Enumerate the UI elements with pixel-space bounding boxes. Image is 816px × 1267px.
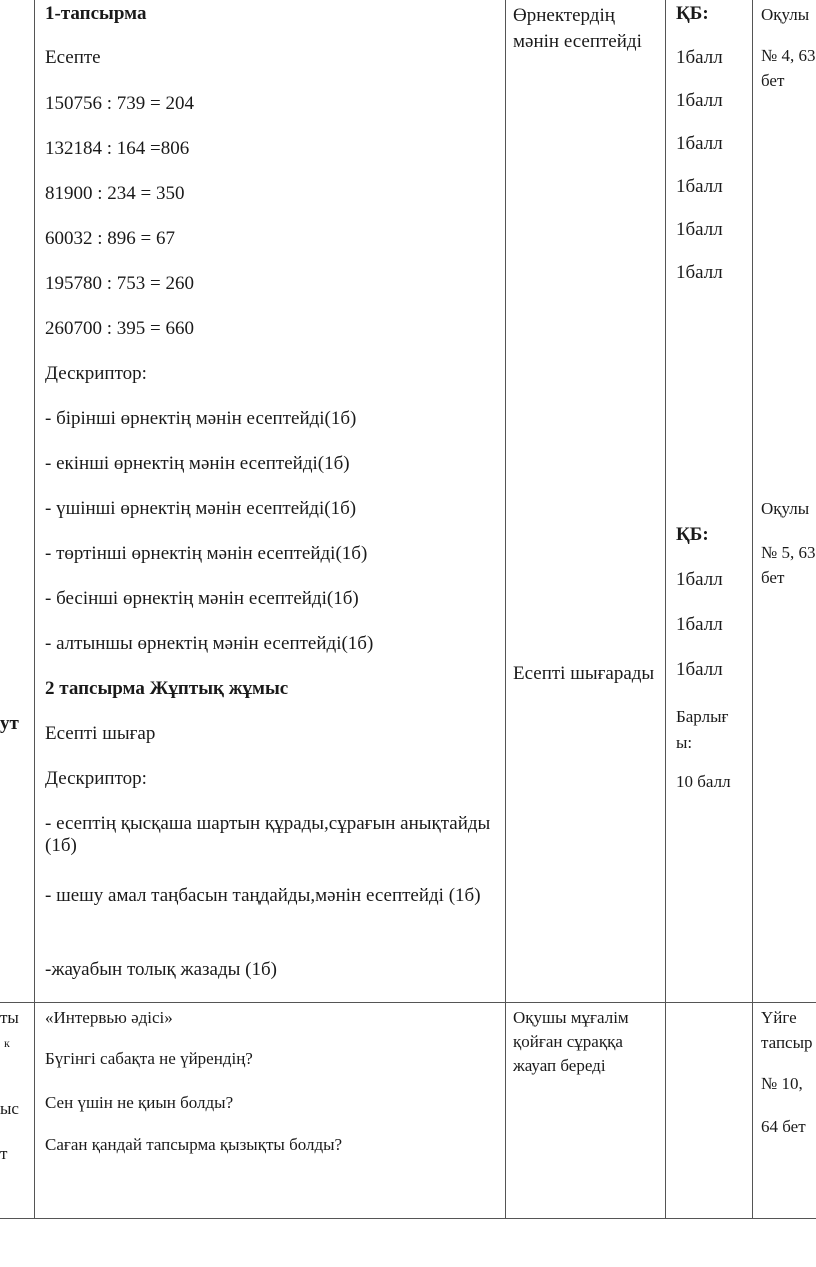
task1-intro: Есепте — [45, 47, 101, 68]
assessment2-point: 1балл — [676, 614, 723, 635]
assessment2-point: 1балл — [676, 569, 723, 590]
activity-solve-problem: Есепті шығарады — [513, 663, 655, 684]
resource-book-title: Оқулы — [761, 499, 810, 518]
assessment-total-value: 10 балл — [676, 772, 731, 791]
homework-page: 64 бет — [761, 1117, 806, 1136]
equation-6: 260700 : 395 = 660 — [45, 318, 194, 339]
resource-book-title: Оқулы — [761, 5, 810, 24]
assessment-point: 1балл — [676, 133, 723, 154]
stage-label-stub: ут — [0, 713, 19, 734]
descriptor-item: - алтыншы өрнектің мәнін есептейді(1б) — [45, 633, 374, 654]
homework-ref: № 10, — [761, 1074, 803, 1093]
descriptor2-item: -жауабын толық жазады (1б) — [45, 959, 277, 980]
activity-expressions: Өрнектердің мәнін есептейді — [513, 5, 642, 52]
assessment2-label: ҚБ: — [676, 524, 709, 545]
table-border-activity — [505, 0, 506, 1219]
stage-label-stub: т — [0, 1144, 8, 1163]
reflection-question: Сен үшін не қиын болды? — [45, 1093, 234, 1112]
row-divider — [0, 1002, 816, 1003]
descriptor-item: - бірінші өрнектің мәнін есептейді(1б) — [45, 408, 357, 429]
homework-title: Үйге — [761, 1008, 797, 1027]
reflection-method: «Интервью әдісі» — [45, 1008, 173, 1027]
assessment-point: 1балл — [676, 90, 723, 111]
table-border-assessment — [665, 0, 666, 1219]
descriptor-label: Дескриптор: — [45, 363, 147, 384]
homework-word: тапсыр — [761, 1033, 813, 1052]
stage-label-stub: ыс — [0, 1099, 19, 1118]
assessment-total-label: Барлығы: — [676, 707, 729, 752]
descriptor-item: - төртінші өрнектің мәнін есептейді(1б) — [45, 543, 368, 564]
descriptor-item: - үшінші өрнектің мәнін есептейді(1б) — [45, 498, 357, 519]
descriptor-item: - бесінші өрнектің мәнін есептейді(1б) — [45, 588, 359, 609]
resource-book-page: бет — [761, 568, 785, 587]
assessment-label: ҚБ: — [676, 3, 709, 24]
reflection-question: Бүгінгі сабақта не үйрендің? — [45, 1049, 253, 1068]
equation-1: 150756 : 739 = 204 — [45, 93, 194, 114]
descriptor2-item: - есептің қысқаша шартын құрады,сұрағын анықтайды (1б) — [45, 813, 491, 856]
resource-book-ref: № 4, 63 — [761, 46, 816, 65]
equation-4: 60032 : 896 = 67 — [45, 228, 175, 249]
resource-book-page: бет — [761, 71, 785, 90]
descriptor2-item: - шешу амал таңбасын таңдайды,мәнін есептейді (1б) — [45, 885, 481, 906]
task2-title: 2 тапсырма Жұптық жұмыс — [45, 678, 289, 699]
assessment-point: 1балл — [676, 219, 723, 240]
equation-2: 132184 : 164 =806 — [45, 138, 190, 159]
descriptor2-label: Дескриптор: — [45, 768, 147, 789]
stage-label-stub: к — [4, 1036, 10, 1050]
table-border-left — [34, 0, 35, 1219]
reflection-activity: Оқушы мұғалім қойған сұраққа жауап береді — [513, 1008, 629, 1075]
equation-3: 81900 : 234 = 350 — [45, 183, 185, 204]
table-border-bottom — [0, 1218, 816, 1219]
assessment-point: 1балл — [676, 47, 723, 68]
assessment2-point: 1балл — [676, 659, 723, 680]
task1-title: 1-тапсырма — [45, 3, 147, 24]
task2-intro: Есепті шығар — [45, 723, 156, 744]
assessment-point: 1балл — [676, 176, 723, 197]
equation-5: 195780 : 753 = 260 — [45, 273, 194, 294]
table-border-resources — [752, 0, 753, 1219]
descriptor-item: - екінші өрнектің мәнін есептейді(1б) — [45, 453, 350, 474]
assessment-point: 1балл — [676, 262, 723, 283]
resource-book-ref: № 5, 63 — [761, 543, 816, 562]
stage-label-stub: ты — [0, 1008, 19, 1027]
reflection-question: Саған қандай тапсырма қызықты болды? — [45, 1135, 343, 1154]
